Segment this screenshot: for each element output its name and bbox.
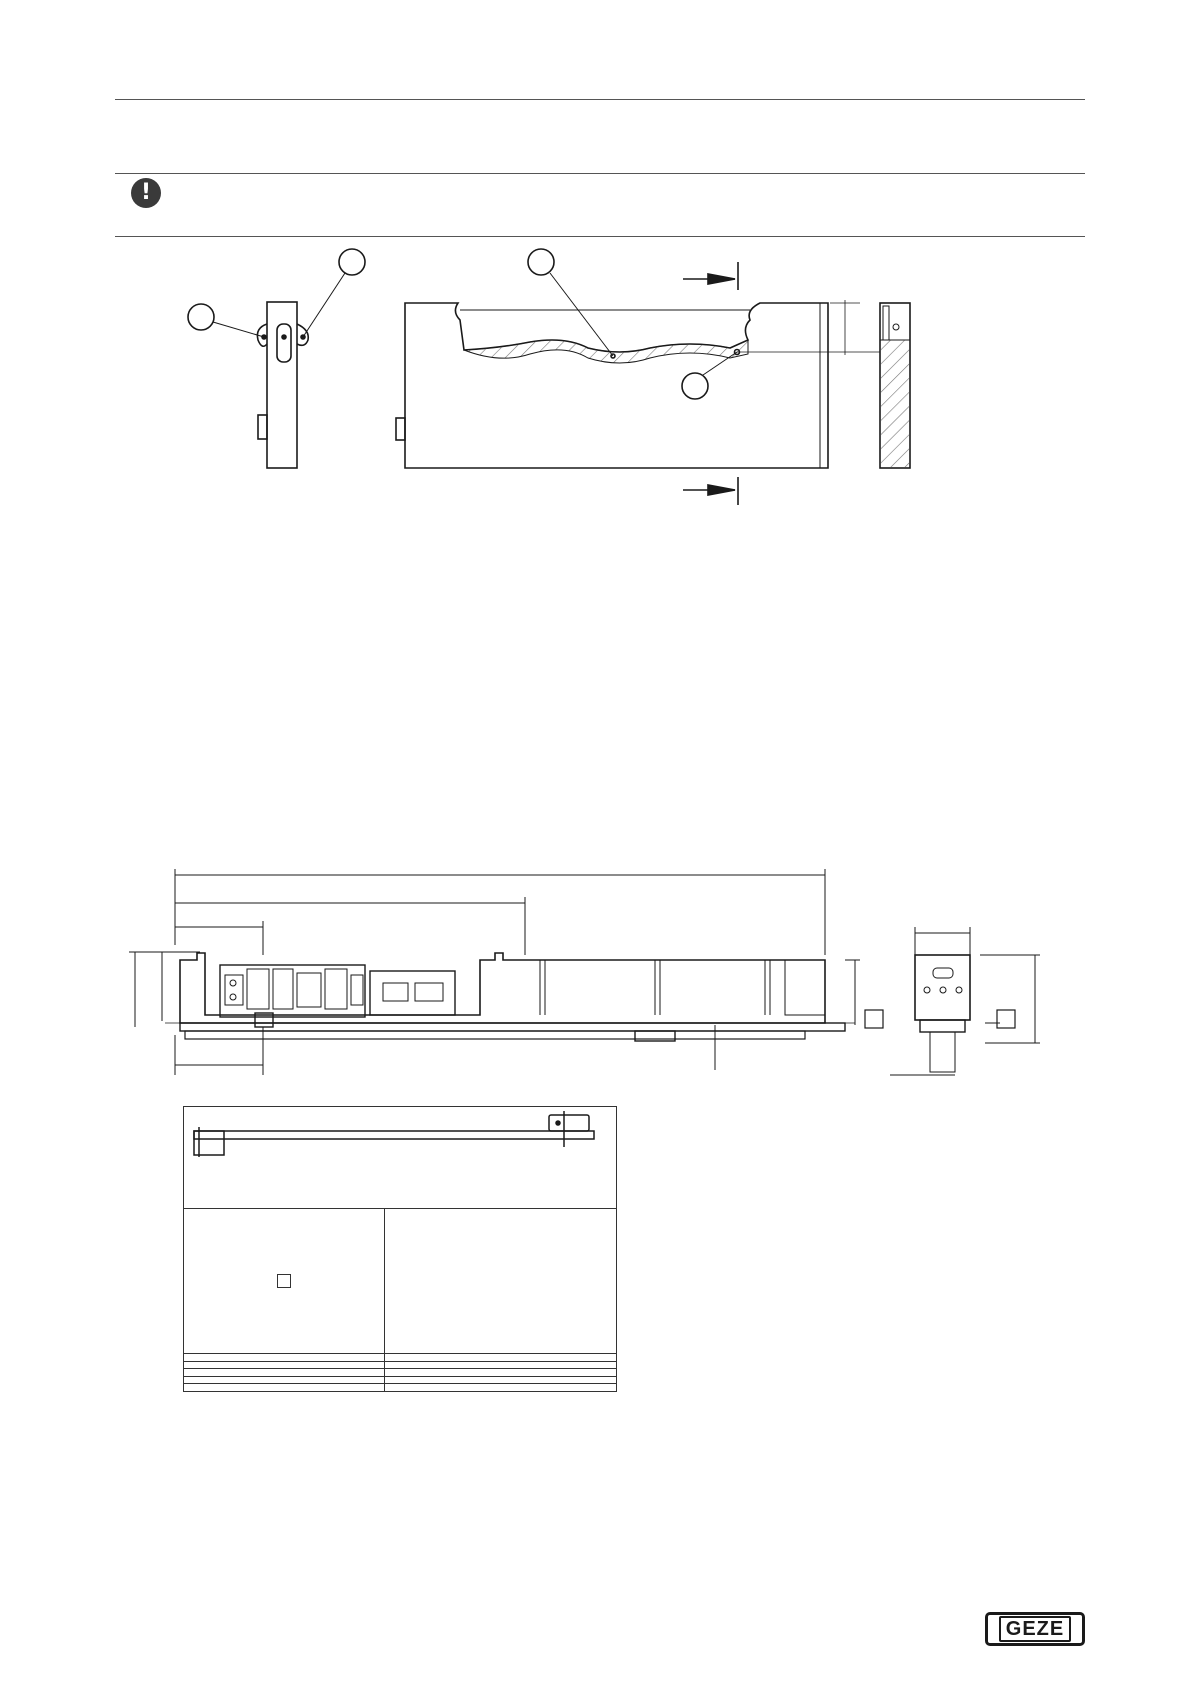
door-section-drawing [170, 240, 970, 515]
table-row [184, 1361, 617, 1369]
table-row [184, 1369, 617, 1377]
section-arrow-top [683, 262, 738, 290]
geze-logo [985, 1612, 1085, 1646]
exclamation-icon: ! [131, 178, 161, 208]
table-row [184, 1353, 617, 1361]
table-cell [184, 1361, 385, 1369]
table-cell [385, 1209, 617, 1354]
section-view [880, 303, 910, 468]
table-cell [184, 1209, 385, 1354]
table-cell [184, 1376, 385, 1384]
table-cell [385, 1376, 617, 1384]
table-cell [385, 1384, 617, 1392]
arm-illustration-cell [184, 1107, 617, 1209]
spec-table [183, 1106, 617, 1392]
table-cell [184, 1353, 385, 1361]
table-row [184, 1376, 617, 1384]
table-row [184, 1384, 617, 1392]
table-row [184, 1209, 617, 1354]
table-cell [184, 1369, 385, 1377]
notice-top-rule [115, 173, 1085, 174]
arm-illustration [184, 1107, 616, 1203]
table-cell [385, 1353, 617, 1361]
header-rule [115, 99, 1085, 100]
logo-text: GEZE [999, 1616, 1071, 1642]
side-view [188, 249, 365, 468]
table-cell [184, 1384, 385, 1392]
table-cell [385, 1369, 617, 1377]
notice-bottom-rule [115, 236, 1085, 237]
section-arrow-bottom [683, 477, 738, 505]
table-cell [385, 1361, 617, 1369]
front-view [396, 249, 880, 468]
checkbox-square [277, 1274, 291, 1288]
operator-assembly-drawing [125, 865, 1065, 1085]
